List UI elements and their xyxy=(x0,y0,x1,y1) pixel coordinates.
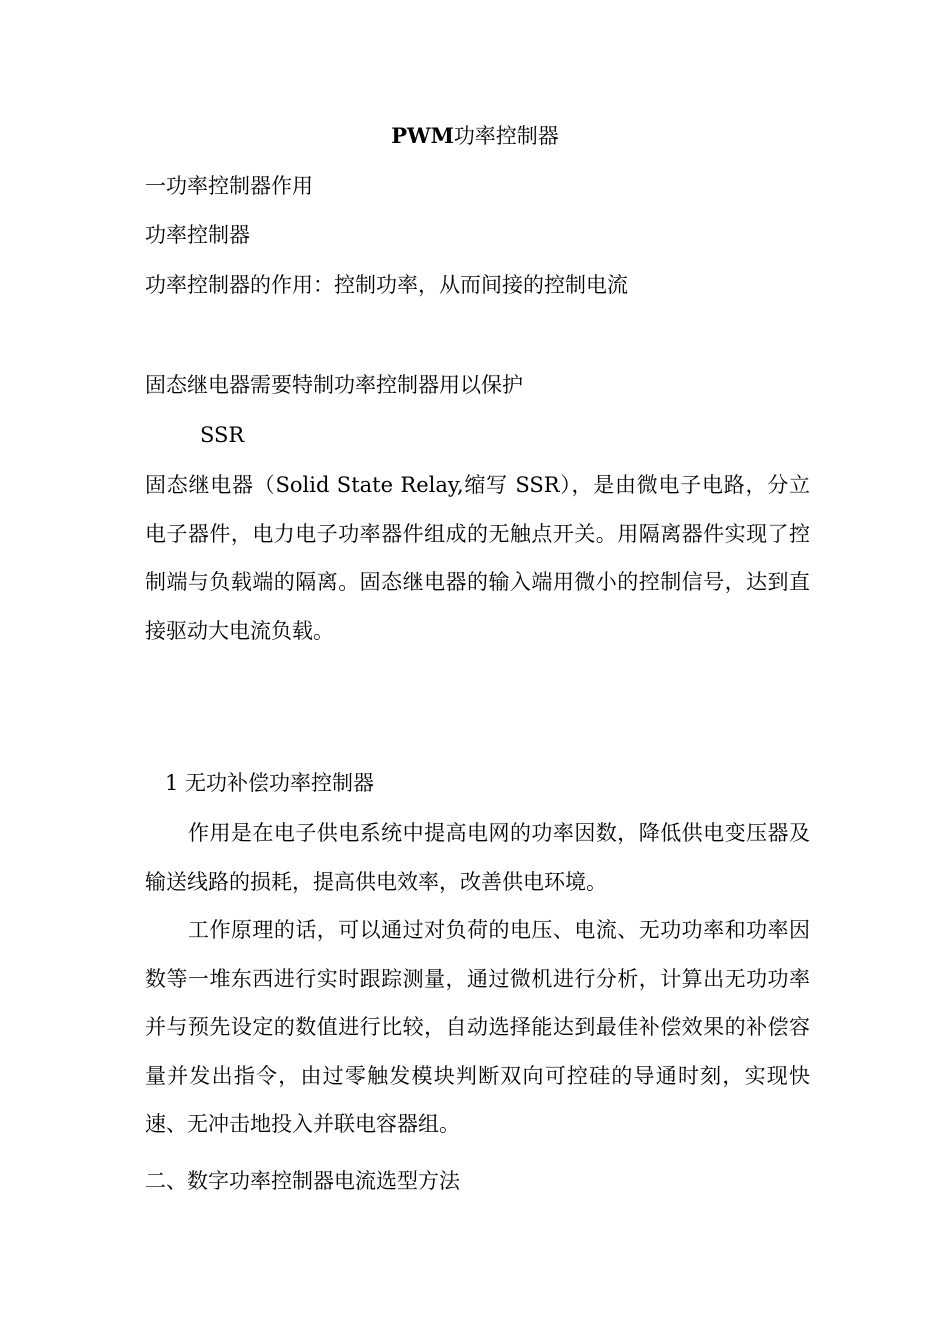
title-latin: PWM xyxy=(391,123,454,148)
ssr-line: 固态继电器需要特制功率控制器用以保护 xyxy=(145,373,523,397)
purpose-line: 功率控制器的作用：控制功率，从而间接的控制电流 xyxy=(145,273,628,297)
title-cjk: 功率控制器 xyxy=(453,124,559,148)
ssr-paragraph: 固态继电器（Solid State Relay,缩写 SSR），是由微电子电路，分立电子器件，电力电子功率器件组成的无触点开关。用隔离器件实现了控制端与负载端的隔离。固态继电器的输入端用微小的控制信号，达到直接驱动大电流负载。 xyxy=(145,473,810,643)
section-1-heading: 一功率控制器作用 xyxy=(145,174,313,198)
item-1-paragraph-2: 工作原理的话，可以通过对负荷的电压、电流、无功功率和功率因数等一堆东西进行实时跟踪测量，通过微机进行分析，计算出无功功率并与预先设定的数值进行比较，自动选择能达到最佳补偿效果的补偿容量并发出指令，由过零触发模块判断双向可控硅的导通时刻，实现快速、无冲击地投入并联电容器组。 xyxy=(145,918,810,1136)
section-2-heading: 二、数字功率控制器电流选型方法 xyxy=(145,1169,460,1193)
subheading: 功率控制器 xyxy=(145,223,250,247)
item-1-heading: 1 无功补偿功率控制器 xyxy=(165,771,375,795)
item-1-paragraph-1: 作用是在电子供电系统中提高电网的功率因数，降低供电变压器及输送线路的损耗，提高供电效率，改善供电环境。 xyxy=(145,821,810,894)
ssr-label: SSR xyxy=(200,423,245,447)
document-title xyxy=(0,121,950,151)
